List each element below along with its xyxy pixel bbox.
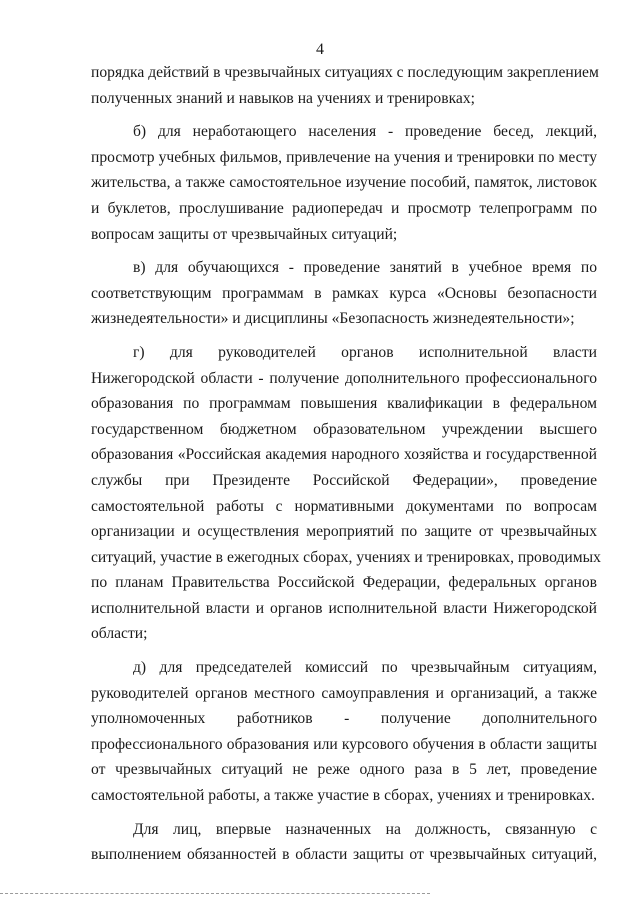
text-line: жизнедеятельности» и дисциплины «Безопасность жизнедеятельности»; [91,310,575,328]
footer-divider [0,893,430,894]
text-line: исполнительной власти и органов исполнительной власти Нижегородской [91,599,597,617]
text-line: жительства, а также самостоятельное изучение пособий, памяток, листовок [91,174,597,192]
paragraph-gap [91,647,597,655]
text-line: в) для обучающихся - проведение занятий в учебное время по [133,259,597,277]
body-text [91,60,601,868]
text-line: и буклетов, прослушивание радиопередач и просмотр телепрограмм по [91,199,597,217]
text-line: профессионального образования или курсового обучения в области защиты [91,735,597,753]
text-line: самостоятельной работы, а также участие в сборах, учениях и тренировках. [91,787,595,805]
text-line: полученных знаний и навыков на учениях и тренировках; [91,89,475,107]
text-line: образования по программам повышения квалификации в федеральном [91,395,597,413]
paragraph [91,255,597,332]
paragraph [91,655,597,809]
paragraph-gap [91,247,597,255]
text-line: от чрезвычайных ситуаций не реже одного раза в 5 лет, проведение [91,761,597,779]
text-line: уполномоченных работников - получение дополнительного [91,710,597,728]
text-line: соответствующим программам в рамках курса «Основы безопасности [91,284,597,302]
text-line: д) для председателей комиссий по чрезвычайным ситуациям, [133,659,597,677]
paragraph [91,340,601,647]
paragraph [91,119,597,247]
text-line: г) для руководителей органов исполнительной власти [133,343,597,361]
text-line: организации и осуществления мероприятий по защите от чрезвычайных [91,523,597,541]
text-line: просмотр учебных фильмов, привлечение на учения и тренировки по месту [91,148,597,166]
text-line: б) для неработающего населения - проведение бесед, лекций, [133,123,597,141]
text-line: образования «Российская академия народного хозяйства и государственной [91,446,597,464]
text-line: ситуаций, участие в ежегодных сборах, учениях и тренировках, проводимых [91,548,601,566]
paragraph-gap [91,809,597,817]
text-line: порядка действий в чрезвычайных ситуациях с последующим закреплением [91,64,599,81]
text-line: самостоятельной работы с нормативными документами по вопросам [91,497,597,515]
paragraph [91,60,597,111]
text-line: области; [91,625,148,643]
text-line: государственном бюджетном образовательном учреждении высшего [91,420,597,438]
text-line: по планам Правительства Российской Федерации, федеральных органов [91,574,597,592]
text-line: вопросам защиты от чрезвычайных ситуаций; [91,225,398,243]
paragraph [91,817,597,868]
paragraph-gap [91,111,597,119]
page-number: 4 [316,41,324,58]
text-line: выполнением обязанностей в области защиты от чрезвычайных ситуаций, [91,846,597,864]
paragraph-gap [91,332,597,340]
text-line: руководителей органов местного самоуправления и организаций, а также [91,684,597,702]
text-line: Для лиц, впервые назначенных на должность, связанную с [133,820,597,838]
text-line: службы при Президенте Российской Федерации», проведение [91,471,597,489]
text-line: Нижегородской области - получение дополнительного профессионального [91,369,597,387]
